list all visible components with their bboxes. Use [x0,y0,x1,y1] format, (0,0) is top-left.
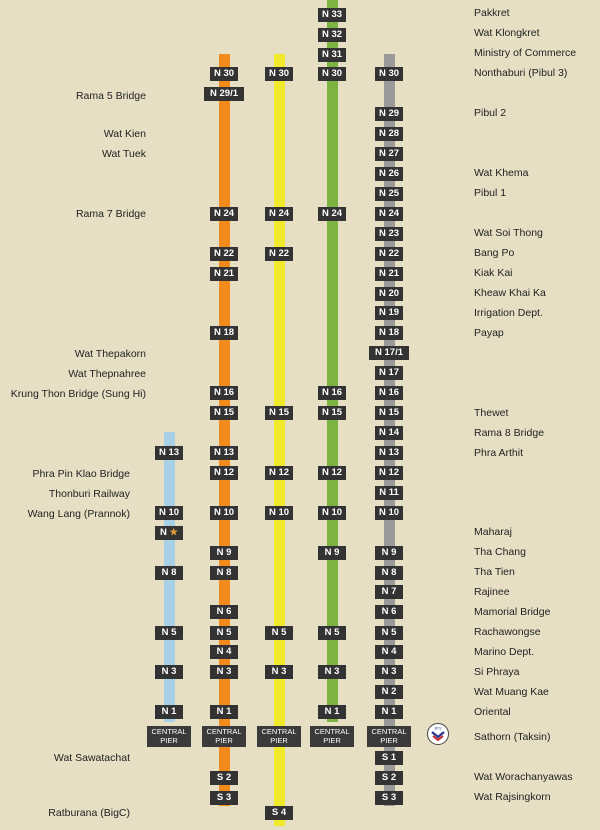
station-badge[interactable]: N 1 [155,705,183,719]
station-label-right: Thewet [474,407,509,419]
green-line [327,0,338,722]
central-pier-line2: PIER [323,736,341,745]
central-pier-line1: CENTRAL [371,727,407,736]
station-badge[interactable]: N 29 [375,107,403,121]
station-badge[interactable]: S 3 [375,791,403,805]
station-badge[interactable]: S 1 [375,751,403,765]
station-label-left: Wat Kien [103,128,146,140]
station-badge[interactable]: N 17 [375,366,403,380]
station-badge[interactable]: S 4 [265,806,293,820]
station-badge[interactable]: N 32 [318,28,346,42]
orange-line [219,54,230,806]
station-badge[interactable]: N 10 [155,506,183,520]
station-label-left: Krung Thon Bridge (Sung Hi) [10,388,146,400]
central-pier-line1: CENTRAL [261,727,297,736]
station-badge[interactable]: N 16 [210,386,238,400]
station-label-left: Phra Pin Klao Bridge [32,468,130,480]
station-badge[interactable]: N 14 [375,426,403,440]
station-badge[interactable]: N 3 [155,665,183,679]
station-badge[interactable]: N 5 [155,626,183,640]
station-label-right: Pakkret [474,7,510,19]
station-badge[interactable]: N 12 [318,466,346,480]
station-label-right: Tha Chang [474,546,526,558]
station-badge[interactable]: N 30 [210,67,238,81]
station-badge[interactable]: N 15 [210,406,238,420]
yellow-line [274,54,285,826]
station-badge[interactable]: N 29/1 [204,87,244,101]
station-label-right: Wat Soi Thong [474,227,543,239]
station-badge[interactable]: N 3 [210,665,238,679]
station-label-right: Wat Worachanyawas [474,771,573,783]
station-label-right: Ministry of Commerce [474,47,577,59]
station-label-right: Phra Arthit [474,447,524,459]
station-badge[interactable]: N 4 [210,645,238,659]
station-badge[interactable]: N 3 [375,665,403,679]
station-badge[interactable]: N 25 [375,187,403,201]
station-badge[interactable]: N 10 [375,506,403,520]
station-badge[interactable]: N 5 [210,626,238,640]
station-badge[interactable]: N 7 [375,585,403,599]
station-badge[interactable]: N 21 [210,267,238,281]
station-label-left: Wat Thepnahree [68,368,146,380]
central-pier-badge[interactable] [257,726,301,747]
station-badge[interactable]: N 31 [318,48,346,62]
station-badge[interactable]: N 13 [210,446,238,460]
station-label-left: Ratburana (BigC) [48,807,130,819]
station-badge[interactable]: N 18 [210,326,238,340]
station-label-right: Kheaw Khai Ka [474,287,546,299]
station-badge[interactable]: N 11 [375,486,403,500]
station-label-right: Wat Khema [474,167,529,179]
station-badge[interactable]: S 2 [210,771,238,785]
station-label-right: Pibul 2 [474,107,507,119]
station-badge[interactable]: N 5 [265,626,293,640]
station-badge[interactable]: N 9 [375,546,403,560]
station-label-right: Wat Rajsingkorn [474,791,551,803]
station-badge[interactable]: N 30 [318,67,346,81]
central-pier-line2: PIER [270,736,288,745]
station-badge[interactable]: N 6 [375,605,403,619]
station-badge[interactable]: N 9 [210,546,238,560]
station-label-left: Wang Lang (Prannok) [27,508,130,520]
station-badge[interactable]: N 15 [318,406,346,420]
station-badge[interactable]: N 20 [375,287,403,301]
station-label-right: Rachawongse [474,626,541,638]
station-badge[interactable]: N 15 [265,406,293,420]
station-badge[interactable]: N 28 [375,127,403,141]
station-badge[interactable]: N 16 [375,386,403,400]
central-pier-line2: PIER [160,736,178,745]
central-pier-line1: CENTRAL [314,727,350,736]
station-badge[interactable]: N 15 [375,406,403,420]
station-badge[interactable]: N 12 [210,466,238,480]
station-badge[interactable]: N 24 [265,207,293,221]
central-pier-line1: CENTRAL [206,727,242,736]
station-badge[interactable]: N 12 [375,466,403,480]
station-badge[interactable]: N 6 [210,605,238,619]
station-badge[interactable]: N 21 [375,267,403,281]
station-badge[interactable]: N 5 [375,626,403,640]
station-badge[interactable]: N 30 [375,67,403,81]
station-badge[interactable]: N 30 [265,67,293,81]
station-label-left: Rama 5 Bridge [75,90,146,102]
station-badge[interactable]: N 22 [210,247,238,261]
bts-logo-icon [427,723,449,745]
station-label-right: Rajinee [474,586,510,598]
station-badge[interactable]: S 2 [375,771,403,785]
station-label-right: Bang Po [474,247,515,259]
station-badge[interactable]: N 8 [155,566,183,580]
central-pier-line2: PIER [215,736,233,745]
station-label-right: Wat Klongkret [474,27,540,39]
station-badge[interactable]: N 8 [210,566,238,580]
station-badge[interactable]: N ★ [155,526,183,540]
station-label-right: Pibul 1 [474,187,507,199]
central-pier-badge[interactable] [310,726,354,747]
station-label-left: Wat Sawatachat [53,752,130,764]
station-badge[interactable]: N 10 [265,506,293,520]
station-badge[interactable]: N 24 [318,207,346,221]
central-pier-line1: CENTRAL [151,727,187,736]
station-badge[interactable]: N 27 [375,147,403,161]
station-label-right: Kiak Kai [474,267,513,279]
station-label-right: Sathorn (Taksin) [474,731,551,743]
station-badge[interactable]: N 13 [375,446,403,460]
station-badge[interactable]: N 13 [155,446,183,460]
station-label-right: Maharaj [474,526,512,538]
station-label-left: Wat Tuek [102,148,146,160]
station-badge[interactable]: N 5 [318,626,346,640]
station-badge[interactable]: N 26 [375,167,403,181]
station-badge[interactable]: N 16 [318,386,346,400]
station-label-right: Si Phraya [474,666,520,678]
station-label-left: Thonburi Railway [48,488,130,500]
station-badge[interactable]: N 12 [265,466,293,480]
station-badge[interactable]: N 10 [210,506,238,520]
station-badge[interactable]: N 3 [265,665,293,679]
station-badge[interactable]: N 2 [375,685,403,699]
station-badge[interactable]: N 19 [375,306,403,320]
station-label-right: Marino Dept. [474,646,535,658]
station-badge[interactable]: N 33 [318,8,346,22]
station-badge[interactable]: N 4 [375,645,403,659]
station-label-right: Irrigation Dept. [474,307,543,319]
station-badge[interactable]: N 18 [375,326,403,340]
star-icon: ★ [169,527,179,538]
central-pier-line2: PIER [380,736,398,745]
station-badge[interactable]: N 24 [210,207,238,221]
station-badge[interactable]: N 1 [375,705,403,719]
central-pier-badge[interactable] [367,726,411,747]
station-badge[interactable]: N 3 [318,665,346,679]
station-label-right: Payap [474,327,504,339]
station-label-right: Mamorial Bridge [474,606,551,618]
station-badge[interactable]: N 10 [318,506,346,520]
station-badge[interactable]: N 23 [375,227,403,241]
station-label-right: Oriental [474,706,511,718]
station-badge[interactable]: N 8 [375,566,403,580]
station-label-left: Wat Thepakorn [74,348,146,360]
bts-logo-text: BTS [434,726,442,731]
station-badge[interactable]: N 22 [265,247,293,261]
station-badge[interactable]: N 9 [318,546,346,560]
station-label-right: Wat Muang Kae [474,686,549,698]
station-badge[interactable]: N 1 [210,705,238,719]
station-badge[interactable]: N 17/1 [369,346,409,360]
station-badge[interactable]: S 3 [210,791,238,805]
station-label-left: Rama 7 Bridge [75,208,146,220]
station-label-right: Rama 8 Bridge [474,427,545,439]
station-label-right: Nonthaburi (Pibul 3) [474,67,568,79]
station-label-right: Tha Tien [474,566,515,578]
central-pier-badge[interactable] [147,726,191,747]
central-pier-badge[interactable] [202,726,246,747]
station-badge[interactable]: N 1 [318,705,346,719]
station-badge[interactable]: N 24 [375,207,403,221]
station-badge[interactable]: N 22 [375,247,403,261]
